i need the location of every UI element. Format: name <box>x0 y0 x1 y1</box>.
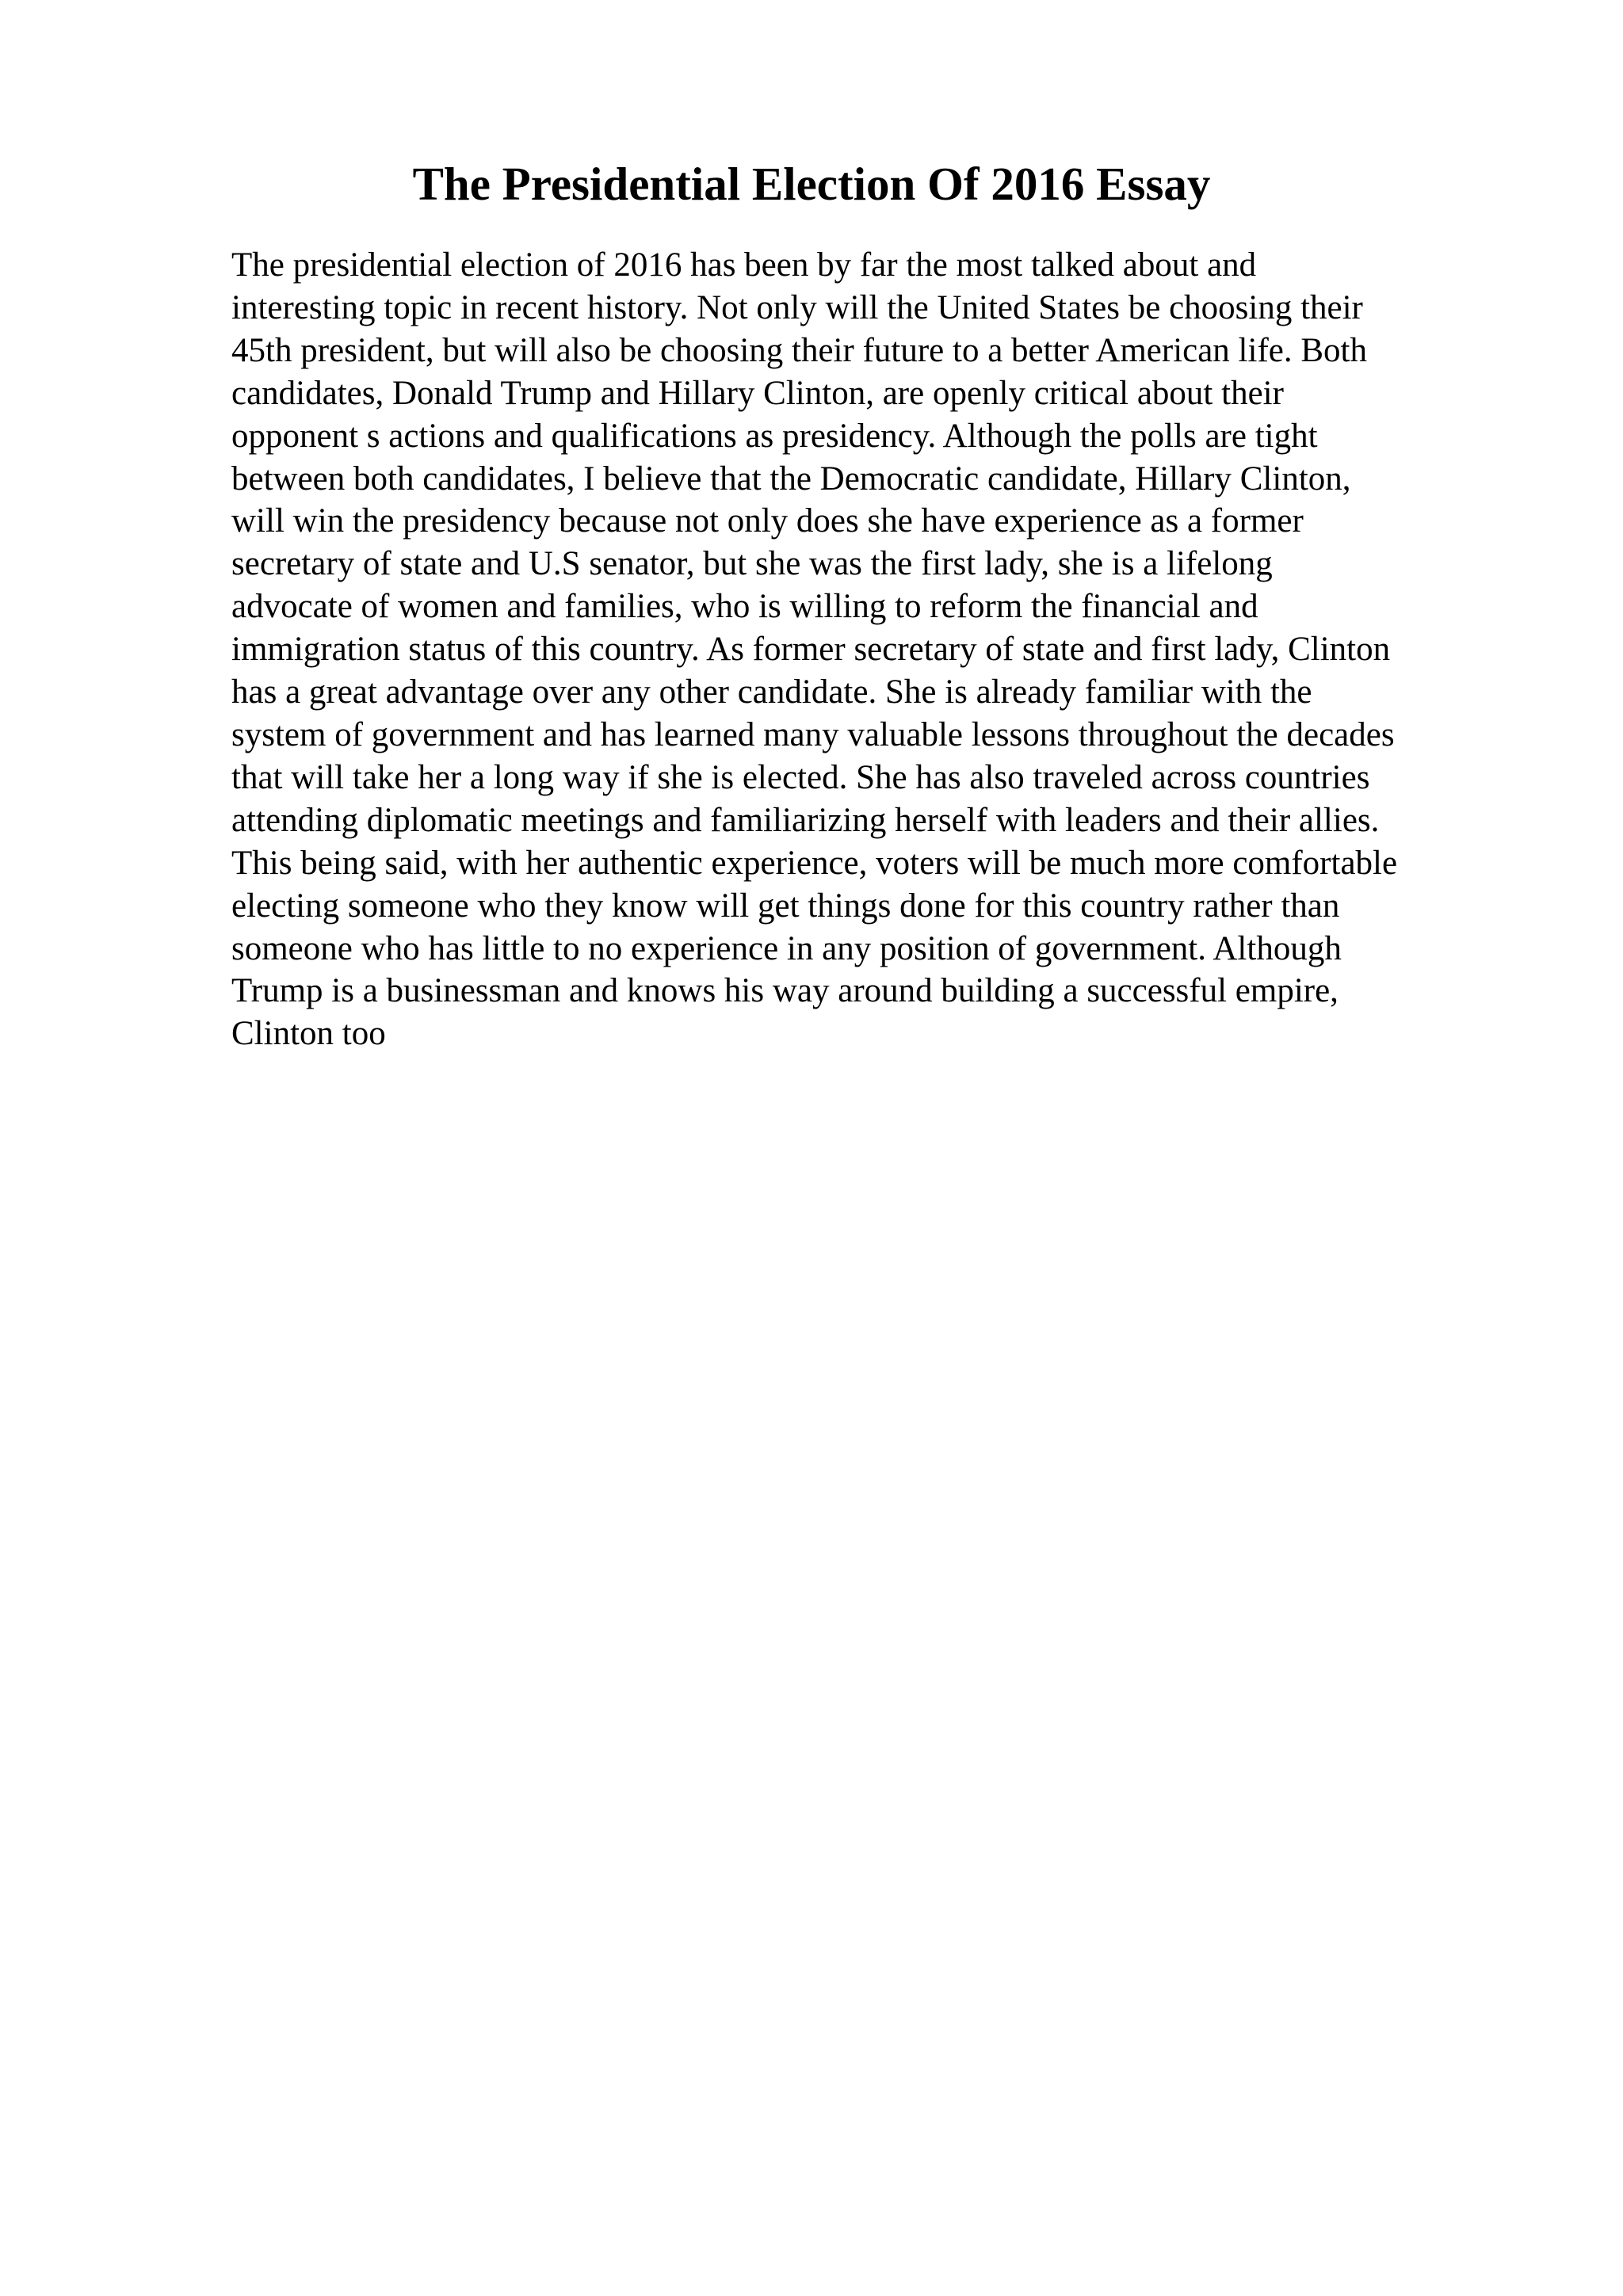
essay-line: electing someone who they know will get things done for this country rather than <box>231 887 1340 925</box>
essay-line: will win the presidency because not only does she have experience as a former <box>231 502 1304 540</box>
essay-line: interesting topic in recent history. Not only will the United States be choosing their <box>231 288 1363 326</box>
essay-line: Clinton too <box>231 1015 386 1053</box>
essay-body <box>231 244 1594 1055</box>
essay-line: someone who has little to no experience in any position of government. Although <box>231 929 1342 967</box>
essay-line: opponent s actions and qualifications as presidency. Although the polls are tight <box>231 417 1318 455</box>
essay-line: This being said, with her authentic experience, voters will be much more comfortable <box>231 844 1398 882</box>
essay-line: Trump is a businessman and knows his way around building a successful empire, <box>231 972 1338 1010</box>
essay-line: The presidential election of 2016 has been by far the most talked about and <box>231 246 1257 284</box>
essay-line: advocate of women and families, who is willing to reform the financial and <box>231 588 1258 626</box>
essay-line: that will take her a long way if she is elected. She has also traveled across countries <box>231 758 1370 796</box>
essay-line: attending diplomatic meetings and familiarizing herself with leaders and their allies. <box>231 801 1380 839</box>
essay-line: candidates, Donald Trump and Hillary Clinton, are openly critical about their <box>231 374 1284 412</box>
essay-line: 45th president, but will also be choosing their future to a better American life. Both <box>231 331 1367 369</box>
document-title: The Presidential Election Of 2016 Essay <box>412 158 1211 210</box>
essay-line: between both candidates, I believe that the Democratic candidate, Hillary Clinton, <box>231 460 1351 498</box>
essay-line: has a great advantage over any other candidate. She is already familiar with the <box>231 673 1312 711</box>
essay-line: immigration status of this country. As former secretary of state and first lady, Clinton <box>231 631 1391 669</box>
essay-line: secretary of state and U.S senator, but she was the first lady, she is a lifelong <box>231 545 1273 583</box>
essay-line: system of government and has learned many valuable lessons throughout the decades <box>231 715 1395 753</box>
